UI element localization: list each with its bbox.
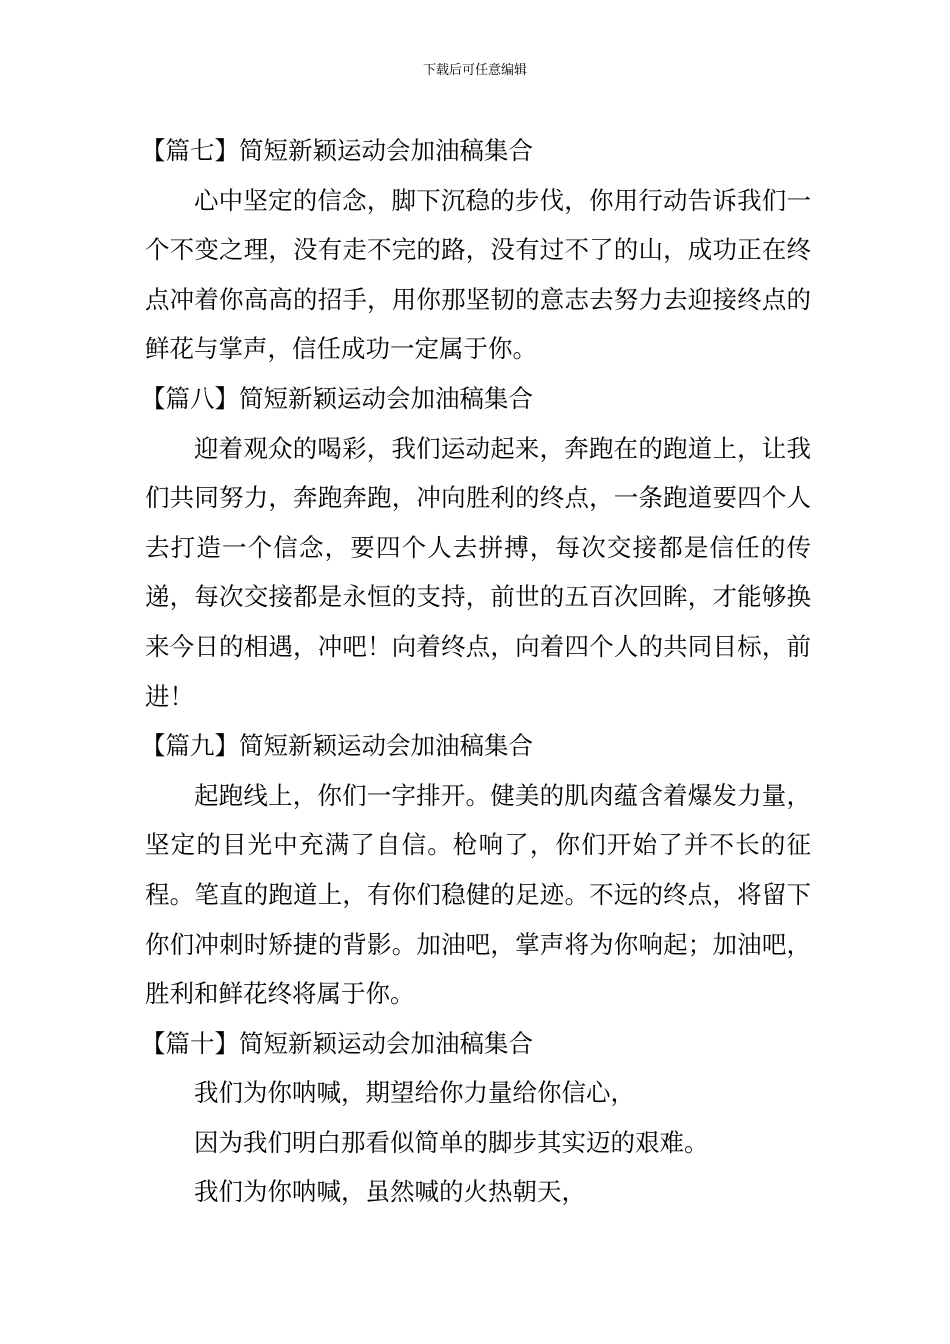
section-title-10: 【篇十】简短新颖运动会加油稿集合 bbox=[141, 1028, 533, 1058]
poem-line-1: 我们为你呐喊，期望给你力量给你信心， bbox=[194, 1078, 635, 1108]
poem-line-3: 我们为你呐喊，虽然喊的火热朝天， bbox=[194, 1177, 586, 1207]
section-paragraph-7: 心中坚定的信念，脚下沉稳的步伐，你用行动告诉我们一个不变之理，没有走不完的路，没有过不了的山，成功正在终点冲着你高高的招手，用你那坚韧的意志去努力去迎接终点的鲜花与掌声，信任成功一定属于你。 bbox=[145, 185, 811, 364]
section-title-9: 【篇九】简短新颖运动会加油稿集合 bbox=[141, 731, 533, 761]
document-body bbox=[141, 126, 811, 1217]
section-title-7: 【篇七】简短新颖运动会加油稿集合 bbox=[141, 136, 533, 165]
page-header: 下载后可任意编辑 bbox=[422, 63, 527, 78]
section-title-8: 【篇八】简短新颖运动会加油稿集合 bbox=[141, 383, 533, 413]
poem-line-2: 因为我们明白那看似简单的脚步其实迈的艰难。 bbox=[194, 1127, 709, 1157]
section-paragraph-9: 起跑线上，你们一字排开。健美的肌肉蕴含着爆发力量，坚定的目光中充满了自信。枪响了，你们开始了并不长的征程。笔直的跑道上，有你们稳健的足迹。不远的终点，将留下你们冲刺时矫捷的背影。加油吧，掌声将为你响起；加油吧，胜利和鲜花终将属于你。 bbox=[145, 780, 811, 1009]
section-paragraph-8: 迎着观众的喝彩，我们运动起来，奔跑在的跑道上，让我们共同努力，奔跑奔跑，冲向胜利的终点，一条跑道要四个人去打造一个信念，要四个人去拼搏，每次交接都是信任的传递，每次交接都是永恒的支持，前世的五百次回眸，才能够换来今日的相遇，冲吧！向着终点，向着四个人的共同目标，前进！ bbox=[145, 433, 811, 711]
